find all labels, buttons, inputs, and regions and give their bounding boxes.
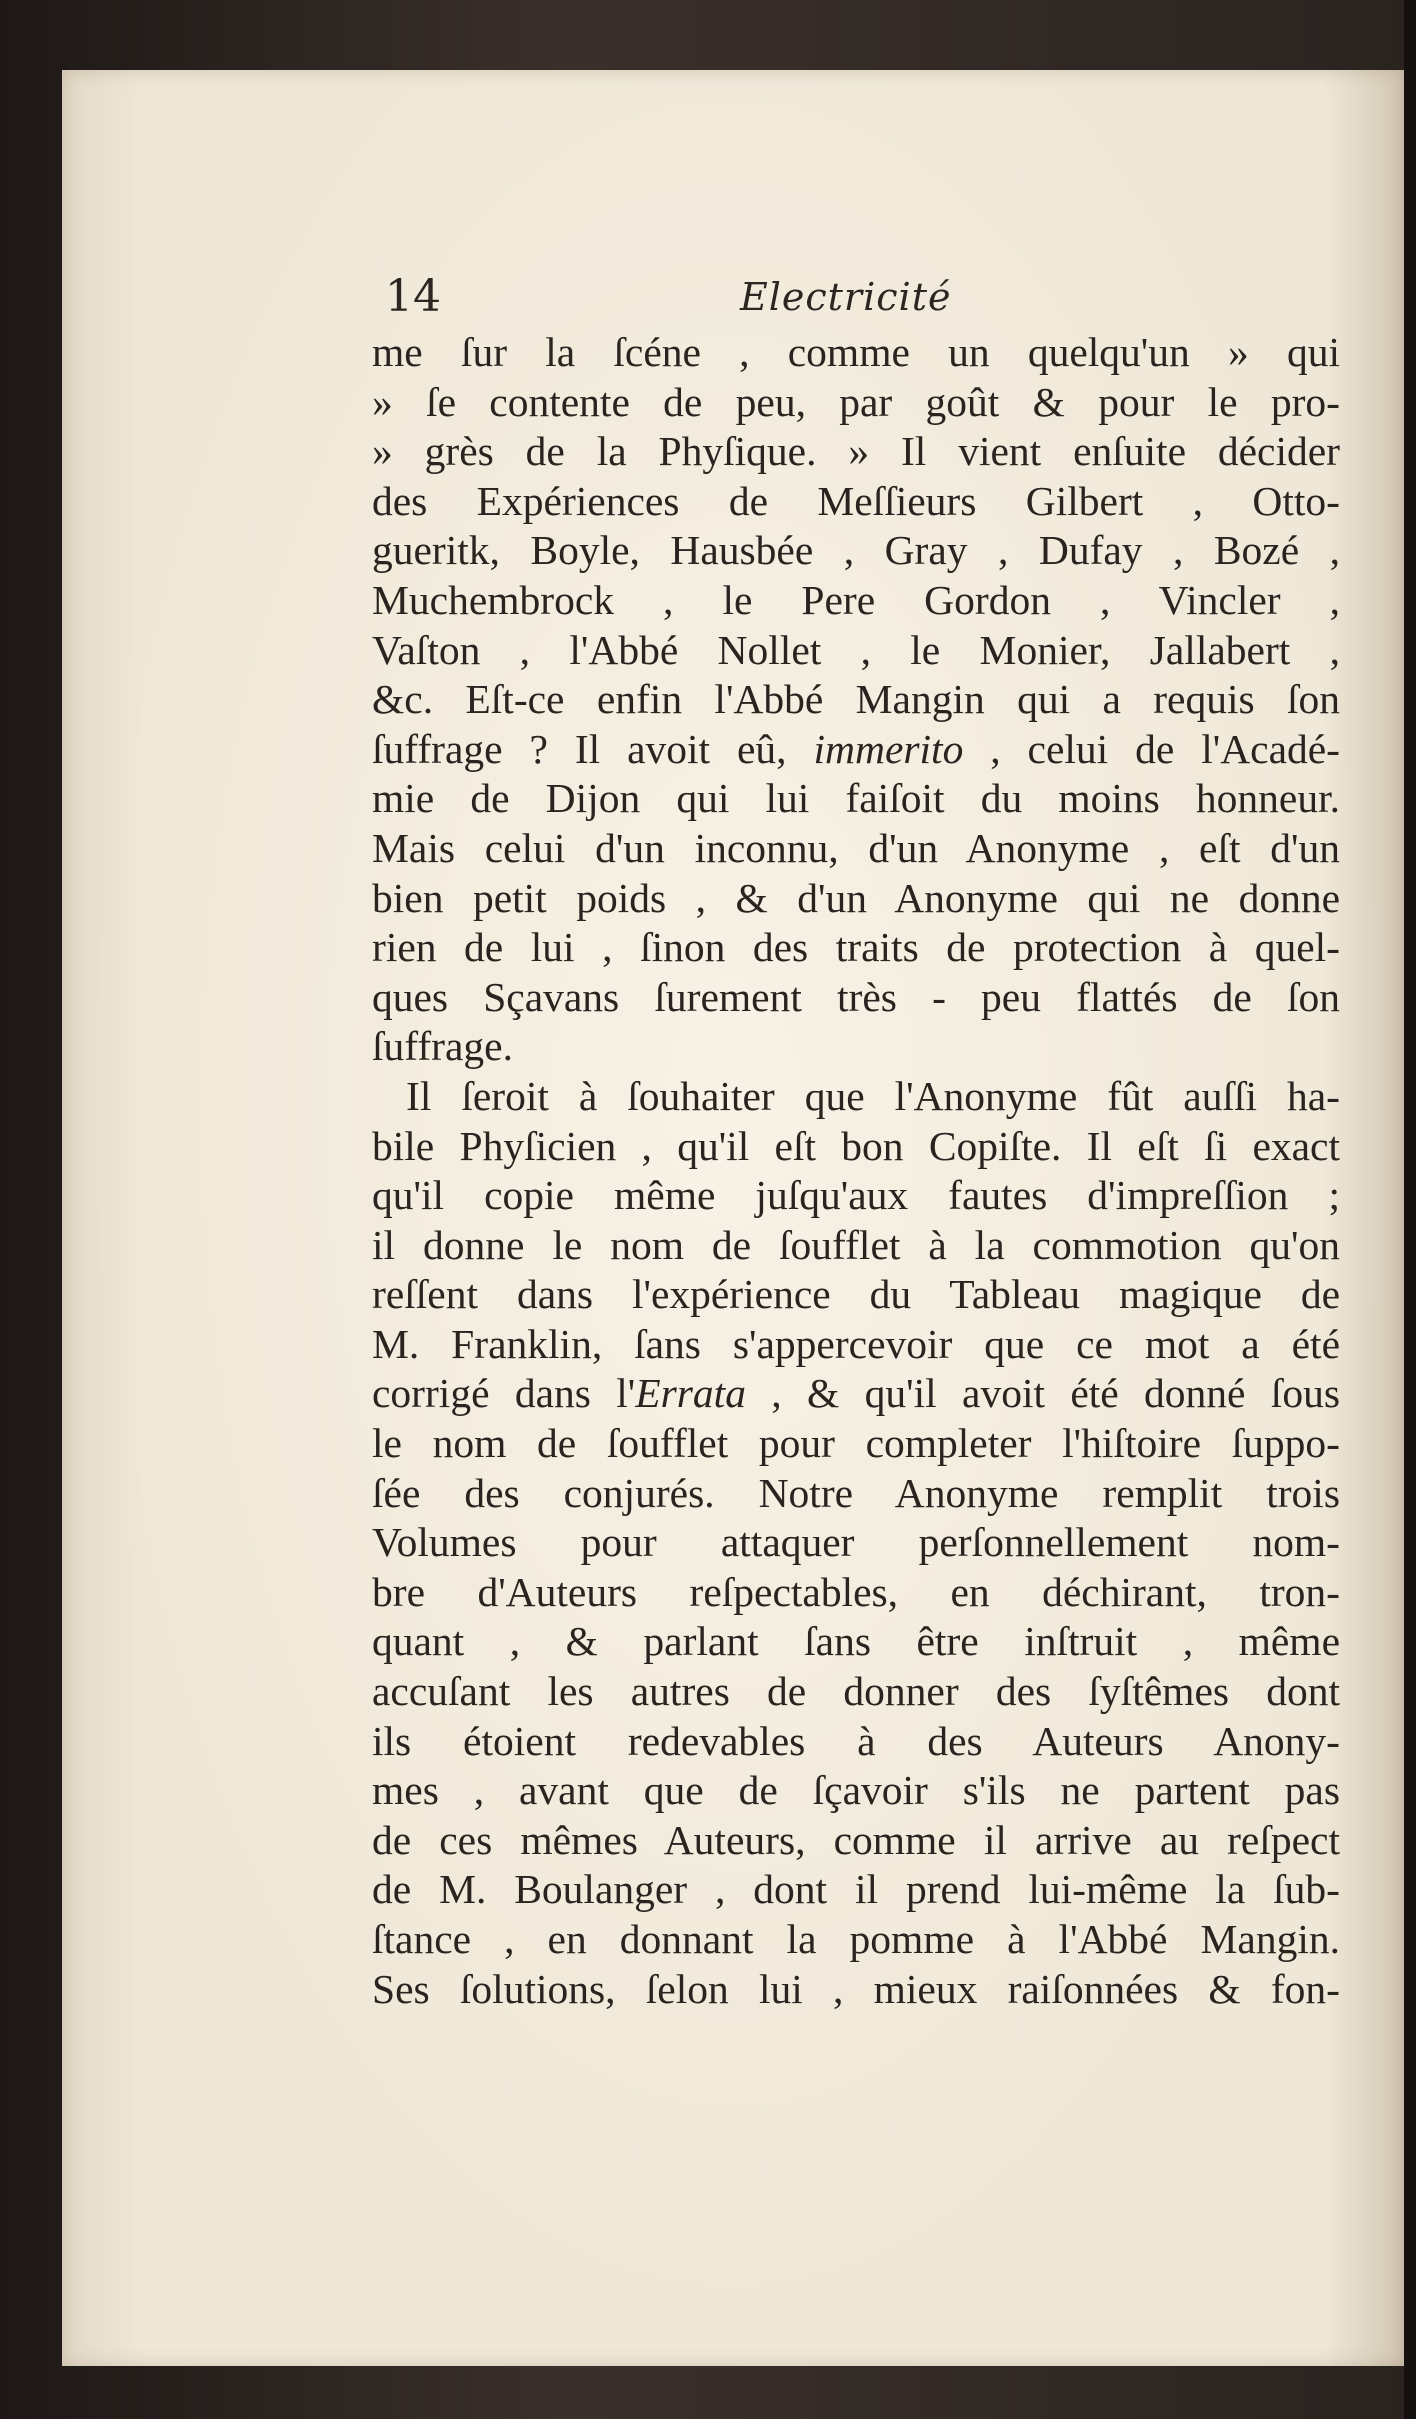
text-line: il donne le nom de ſoufflet à la commotion qu'on bbox=[372, 1221, 1340, 1268]
text-run: corrigé dans l' bbox=[372, 1370, 636, 1417]
text-line: » grès de la Phyſique. » Il vient enſuite décider bbox=[372, 428, 1340, 475]
text-line: des Expériences de Meſſieurs Gilbert , Otto- bbox=[372, 477, 1340, 524]
text-line: reſſent dans l'expérience du Tableau magique de bbox=[372, 1271, 1340, 1318]
text-line: de ces mêmes Auteurs, comme il arrive au reſpect bbox=[372, 1816, 1340, 1863]
scan-edge-strip bbox=[1404, 0, 1416, 2419]
text-line bbox=[372, 725, 1340, 775]
text-line: mie de Dijon qui lui faiſoit du moins honneur. bbox=[372, 775, 1340, 822]
text-line: ſée des conjurés. Notre Anonyme remplit trois bbox=[372, 1469, 1340, 1516]
text-line: ſtance , en donnant la pomme à l'Abbé Mangin. bbox=[372, 1916, 1340, 1962]
text-line: Mais celui d'un inconnu, d'un Anonyme , eſt d'un bbox=[372, 824, 1340, 871]
running-head bbox=[385, 270, 1416, 324]
page-number: 14 bbox=[385, 271, 441, 322]
text-line: bien petit poids , & d'un Anonyme qui ne donne bbox=[372, 874, 1340, 921]
text-line: Muchembrock , le Pere Gordon , Vincler , bbox=[372, 576, 1340, 623]
text-line: Ses ſolutions, ſelon lui , mieux raiſonnées & fon- bbox=[372, 1965, 1340, 2012]
running-title: Electricité bbox=[740, 275, 952, 319]
text-line: Vaſton , l'Abbé Nollet , le Monier, Jallabert , bbox=[372, 626, 1340, 673]
text-run: , & qu'il avoit été donné ſous bbox=[745, 1370, 1340, 1417]
text-run: ſuffrage ? Il avoit eû, bbox=[372, 725, 814, 772]
text-line: ils étoient redevables à des Auteurs Anony- bbox=[372, 1717, 1340, 1764]
text-line: rien de lui , ſinon des traits de protection à quel- bbox=[372, 924, 1340, 971]
text-line: Volumes pour attaquer perſonnellement nom- bbox=[372, 1519, 1340, 1566]
text-line: bre d'Auteurs reſpectables, en déchirant, tron- bbox=[372, 1568, 1340, 1615]
italic-term: immerito bbox=[813, 725, 964, 772]
text-line: Il ſeroit à ſouhaiter que l'Anonyme fût auſſi ha- bbox=[406, 1072, 1340, 1119]
text-line: me ſur la ſcéne , comme un quelqu'un » qui bbox=[372, 329, 1340, 375]
text-line: M. Franklin, ſans s'appercevoir que ce mot a été bbox=[372, 1320, 1340, 1367]
text-line: le nom de ſoufflet pour completer l'hiſtoire ſuppo- bbox=[372, 1420, 1340, 1467]
text-line: qu'il copie même juſqu'aux fautes d'impreſſion ; bbox=[372, 1172, 1340, 1219]
text-line: quant , & parlant ſans être inſtruit , même bbox=[372, 1618, 1340, 1665]
text-line bbox=[372, 1369, 1340, 1419]
text-line: ques Sçavans ſurement très - peu flattés de ſon bbox=[372, 973, 1340, 1020]
body-text bbox=[372, 328, 1340, 2014]
italic-term: Errata bbox=[635, 1370, 746, 1417]
text-line: accuſant les autres de donner des ſyſtêmes dont bbox=[372, 1668, 1340, 1715]
text-line: gueritk, Boyle, Hausbée , Gray , Dufay , Bozé , bbox=[372, 527, 1340, 574]
text-line: ſuffrage. bbox=[372, 1023, 513, 1070]
text-line: &c. Eſt-ce enfin l'Abbé Mangin qui a requis ſon bbox=[372, 676, 1340, 723]
text-run: , celui de l'Acadé- bbox=[963, 725, 1340, 772]
text-line: de M. Boulanger , dont il prend lui-même la ſub- bbox=[372, 1866, 1340, 1913]
text-line: mes , avant que de ſçavoir s'ils ne partent pas bbox=[372, 1767, 1340, 1814]
text-line: » ſe contente de peu, par goût & pour le pro- bbox=[372, 378, 1340, 425]
text-line: bile Phyſicien , qu'il eſt bon Copiſte. Il eſt ſi exact bbox=[372, 1122, 1340, 1169]
